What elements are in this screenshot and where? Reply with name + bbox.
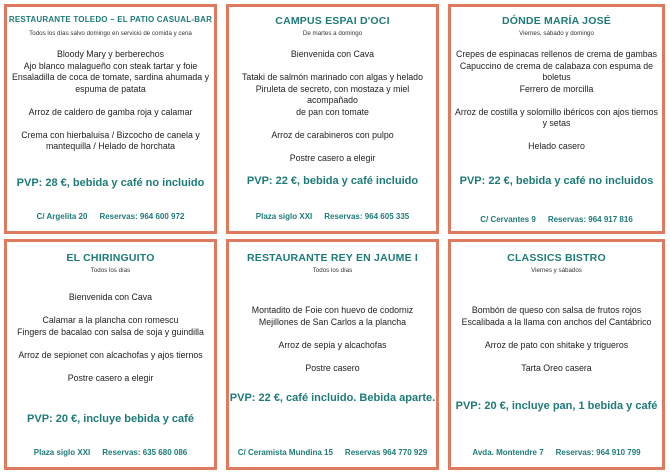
- dish-item: Arroz de caldero de gamba roja y calamar: [28, 106, 193, 117]
- address: Plaza siglo XXI: [33, 448, 91, 457]
- card-title: RESTAURANTE TOLEDO – EL PATIO CASUAL-BAR: [8, 15, 213, 24]
- menu-card-donde-maria-jose: [448, 4, 665, 234]
- dish-item: Calamar a la plancha con romescu: [42, 315, 179, 325]
- menu-card-restaurante-rey-en-jaume-i: [226, 239, 439, 470]
- address: Avda. Montendre 7: [472, 448, 544, 457]
- dish-item: Escalibada a la llama con anchos del Cantábrico: [461, 316, 652, 327]
- dish-item: Mejillones de San Carlos a la plancha: [258, 316, 407, 327]
- card-subtitle: Todos los días salvo domingo en servicio de comida y cena: [29, 30, 192, 37]
- dish-item: Arroz de costilla y solomillo ibéricos con ajos tiernos: [455, 106, 658, 117]
- dish-item: Bienvenida con Cava: [290, 49, 375, 59]
- card-title: CLASSICS BISTRO: [507, 252, 606, 264]
- card-subtitle: Viernes, sábado y domingo: [519, 30, 594, 37]
- dish-item: Bloody Mary y berberechos: [56, 49, 165, 59]
- dish-item: Capuccino de crema de calabaza con espuma de: [459, 60, 654, 71]
- dish-item: Arroz de sepia y alcachofas: [278, 339, 387, 350]
- price-line: PVP: 22 €, café incluido. Bebida aparte.: [229, 392, 436, 404]
- card-subtitle: Todos los días: [90, 267, 131, 274]
- address: Plaza siglo XXI: [255, 212, 313, 221]
- menu-card-classics-bistro: [448, 239, 665, 470]
- menu-card-restaurante-toledo: [4, 4, 217, 234]
- dish-list: [11, 49, 210, 153]
- price-line: PVP: 22 €, bebida y café incluido: [246, 175, 419, 187]
- dish-item: Postre casero a elegir: [67, 372, 154, 383]
- reservation-phone: Reservas: 964 600 972: [99, 212, 185, 221]
- dish-item: Helado casero: [528, 141, 585, 151]
- card-subtitle: Todos los días: [312, 267, 353, 274]
- dish-item: Ajo blanco malagueño con steak tartar y foie: [23, 60, 198, 71]
- dish-item: de pan con tomate: [296, 106, 369, 117]
- dish-item: espuma de patata: [75, 83, 146, 94]
- dish-item: Bienvenida con Cava: [68, 292, 153, 302]
- card-title: EL CHIRINGUITO: [66, 252, 155, 264]
- dish-item: Ferrero de morcilla: [519, 83, 594, 94]
- address: C/ Argelita 20: [36, 212, 88, 221]
- menu-card-campus-espai-doci: [226, 4, 439, 234]
- dish-item: Postre casero a elegir: [289, 152, 376, 163]
- card-footer: [451, 448, 662, 457]
- dish-item: Ensaladilla de coca de tomate, sardina ahumada y: [11, 72, 210, 82]
- card-title: RESTAURANTE REY EN JAUME I: [246, 252, 419, 264]
- card-footer: [229, 448, 436, 457]
- address: C/ Cervantes 9: [480, 215, 536, 224]
- dish-item: Montadito de Foie con huevo de codorniz: [251, 305, 414, 315]
- card-footer: [451, 215, 662, 224]
- price-line: PVP: 22 €, bebida y café no incluidos: [459, 175, 654, 187]
- reservation-phone: Reservas: 635 680 086: [102, 448, 188, 457]
- dish-item: y setas: [542, 118, 571, 128]
- dish-item: mantequilla / Helado de horchata: [45, 141, 176, 151]
- card-footer: [229, 212, 436, 221]
- dish-item: Arroz de carabineros con pulpo: [271, 129, 394, 140]
- dish-item: Crema con hierbaluisa / Bizcocho de canela y: [21, 129, 200, 140]
- reservation-phone: Reservas: 964 910 799: [555, 448, 641, 457]
- dish-item: Tataki de salmón marinado con algas y helado: [242, 72, 423, 82]
- dish-item: Crepes de espinacas rellenos de crema de gambas: [456, 49, 657, 59]
- card-footer: [7, 448, 214, 457]
- card-footer: [7, 212, 214, 221]
- menu-card-el-chiringuito: [4, 239, 217, 470]
- card-subtitle: Viernes y sábados: [531, 267, 582, 274]
- dish-list: [455, 49, 658, 153]
- dish-item: Piruleta de secreto, con mostaza y miel acompañado: [255, 83, 410, 105]
- price-line: PVP: 20 €, incluye bebida y café: [27, 413, 194, 425]
- dish-list: [455, 305, 658, 374]
- dish-item: boletus: [542, 72, 571, 82]
- reservation-phone: Reservas 964 770 929: [344, 448, 428, 457]
- dish-item: Tarta Oreo casera: [521, 362, 592, 373]
- address: C/ Ceramista Mundina 15: [237, 448, 333, 457]
- dish-item: Fingers de bacalao con salsa de soja y guindilla: [17, 326, 204, 337]
- reservation-phone: Reservas: 964 605 335: [324, 212, 410, 221]
- card-subtitle: De martes a domingo: [302, 30, 363, 37]
- dish-item: Postre casero: [305, 362, 360, 373]
- dish-item: Bombón de queso con salsa de frutos rojos: [471, 305, 642, 315]
- dish-list: [11, 292, 210, 384]
- card-title: DÓNDE MARÍA JOSÉ: [502, 15, 611, 27]
- dish-list: [233, 305, 432, 374]
- dish-item: Arroz de pato con shitake y trigueros: [484, 339, 629, 350]
- dish-list: [233, 49, 432, 164]
- dish-item: Arroz de sepionet con alcachofas y ajos tiernos: [18, 349, 203, 360]
- price-line: PVP: 20 €, incluye pan, 1 bebida y café: [455, 400, 658, 412]
- price-line: PVP: 28 €, bebida y café no incluido: [16, 177, 205, 189]
- card-title: CAMPUS ESPAI D'OCI: [275, 15, 390, 27]
- reservation-phone: Reservas: 964 917 816: [547, 215, 633, 224]
